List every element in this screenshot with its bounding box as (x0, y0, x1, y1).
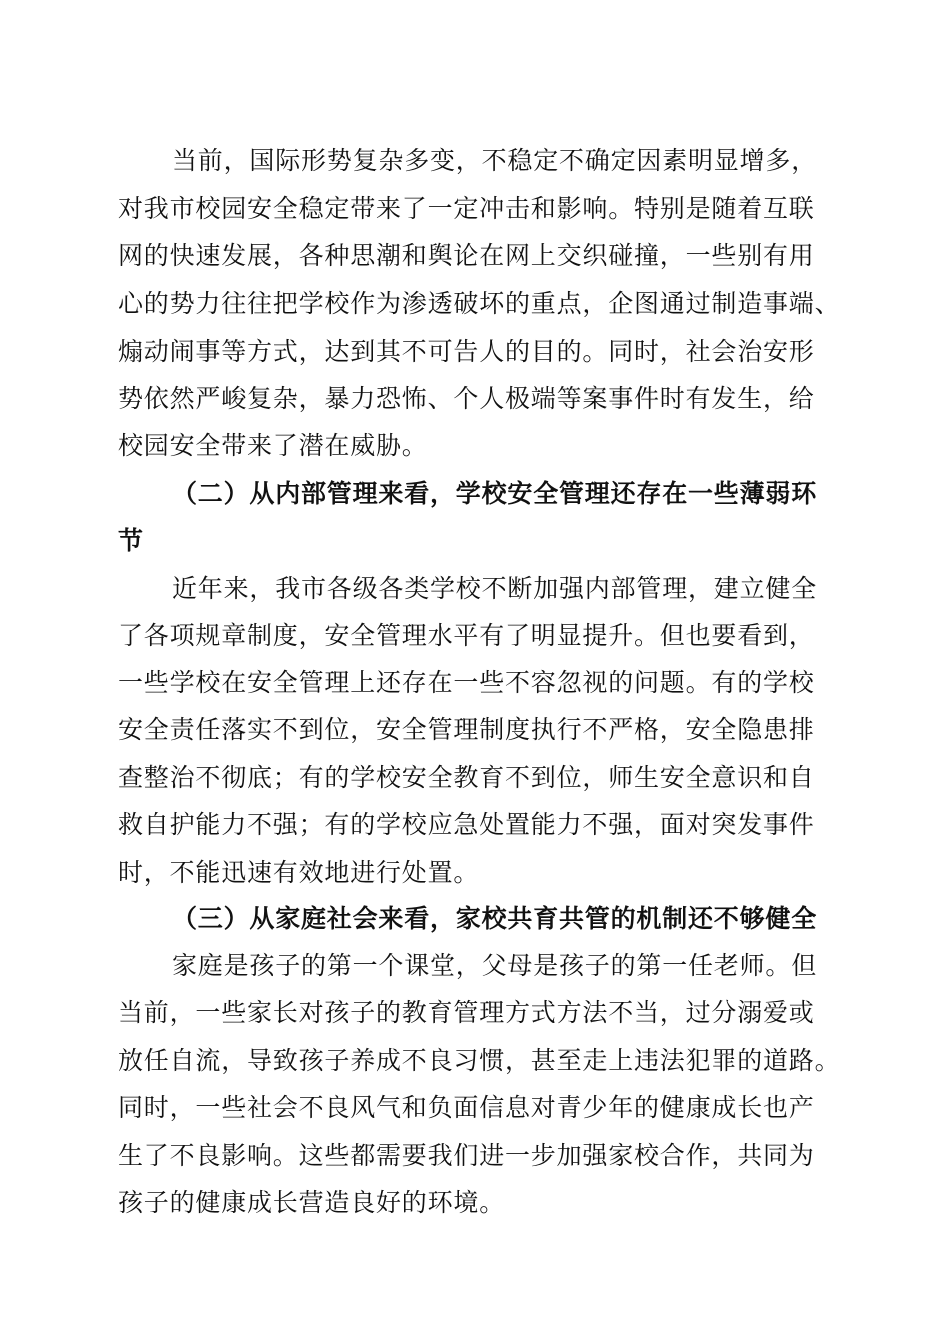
paragraph-2-line-4: 安全责任落实不到位，安全管理制度执行不严格，安全隐患排 (118, 715, 815, 744)
paragraph-3-line-5: 生了不良影响。这些都需要我们进一步加强家校合作，共同为 (118, 1141, 815, 1170)
paragraph-2-line-1: 近年来，我市各级各类学校不断加强内部管理，建立健全 (172, 574, 818, 603)
paragraph-1-line-5: 煽动闹事等方式，达到其不可告人的目的。同时，社会治安形 (118, 337, 815, 366)
section-3-heading: （三）从家庭社会来看，家校共育共管的机制还不够健全 (172, 904, 818, 933)
section-2-heading-line-2: 节 (118, 526, 144, 555)
paragraph-3-line-3: 放任自流，导致孩子养成不良习惯，甚至走上违法犯罪的道路。 (118, 1046, 841, 1075)
paragraph-3-line-6: 孩子的健康成长营造良好的环境。 (118, 1188, 506, 1217)
paragraph-2-line-5: 查整治不彻底；有的学校安全教育不到位，师生安全意识和自 (118, 763, 815, 792)
section-2-heading-line-1: （二）从内部管理来看，学校安全管理还存在一些薄弱环 (172, 479, 818, 508)
paragraph-2-line-2: 了各项规章制度，安全管理水平有了明显提升。但也要看到， (118, 621, 815, 650)
paragraph-1-line-7: 校园安全带来了潜在威胁。 (118, 431, 428, 460)
paragraph-3-line-1: 家庭是孩子的第一个课堂，父母是孩子的第一任老师。但 (172, 951, 818, 980)
paragraph-3-line-4: 同时，一些社会不良风气和负面信息对青少年的健康成长也产 (118, 1093, 815, 1122)
paragraph-1-line-2: 对我市校园安全稳定带来了一定冲击和影响。特别是随着互联 (118, 194, 815, 223)
paragraph-1-line-4: 心的势力往往把学校作为渗透破坏的重点，企图通过制造事端、 (118, 289, 841, 318)
paragraph-2-line-3: 一些学校在安全管理上还存在一些不容忽视的问题。有的学校 (118, 668, 815, 697)
paragraph-1-line-6: 势依然严峻复杂，暴力恐怖、个人极端等案事件时有发生，给 (118, 384, 815, 413)
paragraph-1-line-3: 网的快速发展，各种思潮和舆论在网上交织碰撞，一些别有用 (118, 241, 815, 270)
paragraph-2-line-7: 时，不能迅速有效地进行处置。 (118, 858, 480, 887)
paragraph-1-line-1: 当前，国际形势复杂多变，不稳定不确定因素明显增多， (172, 146, 818, 175)
paragraph-2-line-6: 救自护能力不强；有的学校应急处置能力不强，面对突发事件 (118, 810, 815, 839)
paragraph-3-line-2: 当前，一些家长对孩子的教育管理方式方法不当，过分溺爱或 (118, 998, 815, 1027)
